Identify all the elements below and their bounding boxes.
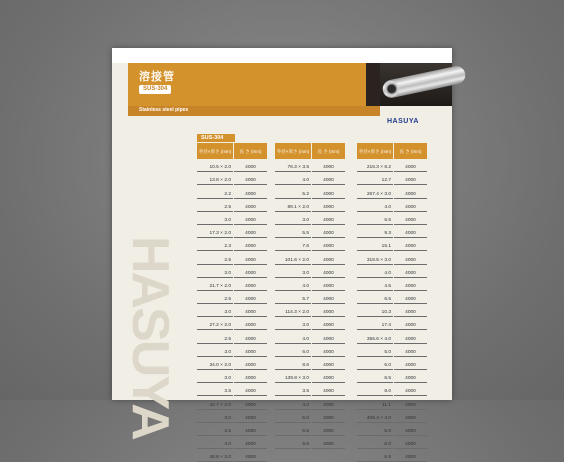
size-cell: 101.6 × 2.0 <box>275 251 311 264</box>
header-length: 長 さ (mm) <box>234 143 267 159</box>
size-cell: 406.4 × 4.0 <box>357 410 393 423</box>
pipe-image <box>381 64 467 99</box>
size-cell: 3.0 <box>197 304 233 317</box>
watermark-logo: HASUYA <box>121 236 179 439</box>
length-cell: 4000 <box>234 251 267 264</box>
size-cell: 6.5 <box>357 291 393 304</box>
length-cell: 4000 <box>234 238 267 251</box>
table-row <box>275 251 345 264</box>
size-cell: 6.0 <box>357 357 393 370</box>
table-row <box>197 238 267 251</box>
size-cell: 89.1 × 2.0 <box>275 199 311 212</box>
catalog-sheet <box>112 48 452 461</box>
length-cell: 4000 <box>234 225 267 238</box>
table-row <box>197 265 267 278</box>
length-cell: 4000 <box>312 291 345 304</box>
table-row <box>197 317 267 330</box>
table-row <box>357 344 427 357</box>
length-cell: 4000 <box>234 410 267 423</box>
length-cell: 4000 <box>312 436 345 449</box>
table-row <box>197 199 267 212</box>
size-cell: 17.3 × 2.0 <box>197 225 233 238</box>
size-cell: 4.0 <box>197 436 233 449</box>
size-cell: 216.3 × 8.2 <box>357 159 393 172</box>
table-row <box>275 317 345 330</box>
size-cell: 4.0 <box>275 396 311 409</box>
length-cell: 4000 <box>312 251 345 264</box>
size-cell: 2.5 <box>197 199 233 212</box>
length-cell: 4000 <box>234 278 267 291</box>
table-row <box>197 423 267 436</box>
grade-tag: SUS-304 <box>139 85 171 94</box>
size-cell: 6.5 <box>357 449 393 462</box>
size-cell: 8.0 <box>357 383 393 396</box>
size-cell: 3.0 <box>197 344 233 357</box>
size-cell: 42.7 × 2.0 <box>197 396 233 409</box>
size-cell: 3.5 <box>197 423 233 436</box>
length-cell: 4000 <box>312 370 345 383</box>
length-cell: 4000 <box>394 423 427 436</box>
length-cell: 4000 <box>394 396 427 409</box>
table-row <box>357 449 427 462</box>
length-cell: 4000 <box>234 396 267 409</box>
table-row <box>275 291 345 304</box>
table-header <box>275 143 345 159</box>
table-row <box>275 410 345 423</box>
length-cell: 4000 <box>234 212 267 225</box>
size-cell: 267.4 × 3.0 <box>357 185 393 198</box>
table-row <box>357 357 427 370</box>
table-row <box>197 449 267 462</box>
table-row <box>357 238 427 251</box>
header-size: 外径×厚さ (mm) <box>275 143 311 159</box>
table-row <box>357 370 427 383</box>
table-row <box>275 396 345 409</box>
length-cell: 4000 <box>234 265 267 278</box>
table-row <box>197 185 267 198</box>
length-cell: 4000 <box>234 199 267 212</box>
table-row <box>275 383 345 396</box>
length-cell: 4000 <box>394 436 427 449</box>
size-cell: 6.5 <box>357 370 393 383</box>
length-cell: 4000 <box>312 317 345 330</box>
length-cell: 4000 <box>394 410 427 423</box>
sheet-top-margin <box>112 48 452 63</box>
table-row <box>275 330 345 343</box>
header-size: 外径×厚さ (mm) <box>197 143 233 159</box>
table-row <box>357 225 427 238</box>
table-row <box>197 291 267 304</box>
table-row <box>275 265 345 278</box>
table-row <box>275 172 345 185</box>
table-row <box>197 212 267 225</box>
table-row <box>275 436 345 449</box>
size-cell: 9.3 <box>357 225 393 238</box>
header-length: 長 さ (mm) <box>394 143 427 159</box>
length-cell: 4000 <box>394 330 427 343</box>
length-cell: 4000 <box>394 344 427 357</box>
size-cell: 3.0 <box>275 212 311 225</box>
table-row <box>197 330 267 343</box>
table-row <box>197 251 267 264</box>
length-cell: 4000 <box>394 278 427 291</box>
banner-accent <box>366 63 380 106</box>
table-row <box>275 370 345 383</box>
table-header <box>357 143 427 159</box>
length-cell: 4000 <box>312 410 345 423</box>
length-cell: 4000 <box>312 238 345 251</box>
table-row <box>275 159 345 172</box>
length-cell: 4000 <box>312 396 345 409</box>
table-row <box>197 304 267 317</box>
table-header <box>197 143 267 159</box>
length-cell: 4000 <box>312 212 345 225</box>
length-cell: 4000 <box>312 423 345 436</box>
table-row <box>357 199 427 212</box>
length-cell: 4000 <box>312 185 345 198</box>
size-cell: 5.0 <box>275 410 311 423</box>
size-cell: 4.0 <box>357 265 393 278</box>
table-row <box>197 383 267 396</box>
table-row <box>275 423 345 436</box>
length-cell: 4000 <box>394 317 427 330</box>
page-title: 溶接管 <box>139 71 175 83</box>
length-cell: 4000 <box>312 357 345 370</box>
spec-column-3 <box>357 143 427 462</box>
header-size: 外径×厚さ (mm) <box>357 143 393 159</box>
table-label: SUS-304 <box>197 134 235 142</box>
header-length: 長 さ (mm) <box>312 143 345 159</box>
size-cell: 4.0 <box>275 172 311 185</box>
size-cell: 10.3 <box>357 304 393 317</box>
length-cell: 4000 <box>394 370 427 383</box>
size-cell: 21.7 × 2.0 <box>197 278 233 291</box>
length-cell: 4000 <box>312 159 345 172</box>
table-row <box>357 172 427 185</box>
size-cell: 355.6 × 4.0 <box>357 330 393 343</box>
length-cell: 4000 <box>234 317 267 330</box>
table-row <box>357 317 427 330</box>
size-cell: 3.0 <box>275 265 311 278</box>
length-cell: 4000 <box>234 159 267 172</box>
size-cell: 3.0 <box>275 317 311 330</box>
table-row <box>197 396 267 409</box>
table-row <box>357 159 427 172</box>
size-cell: 3.5 <box>275 383 311 396</box>
table-row <box>357 291 427 304</box>
table-row <box>357 212 427 225</box>
length-cell: 4000 <box>234 436 267 449</box>
length-cell: 4000 <box>234 383 267 396</box>
length-cell: 4000 <box>394 159 427 172</box>
spec-column-2 <box>275 143 345 449</box>
length-cell: 4000 <box>394 357 427 370</box>
size-cell: 5.2 <box>275 185 311 198</box>
length-cell: 4000 <box>394 172 427 185</box>
size-cell: 4.0 <box>275 278 311 291</box>
length-cell: 4000 <box>234 370 267 383</box>
length-cell: 4000 <box>394 251 427 264</box>
size-cell: 8.6 <box>275 357 311 370</box>
size-cell: 5.0 <box>357 344 393 357</box>
table-row <box>197 172 267 185</box>
length-cell: 4000 <box>312 265 345 278</box>
size-cell: 11.1 <box>357 396 393 409</box>
table-row <box>275 185 345 198</box>
table-row <box>275 225 345 238</box>
length-cell: 4000 <box>394 383 427 396</box>
size-cell: 3.0 <box>197 410 233 423</box>
length-cell: 4000 <box>312 225 345 238</box>
length-cell: 4000 <box>394 225 427 238</box>
length-cell: 4000 <box>312 344 345 357</box>
length-cell: 4000 <box>234 291 267 304</box>
table-row <box>357 185 427 198</box>
size-cell: 34.0 × 2.0 <box>197 357 233 370</box>
size-cell: 3.0 <box>197 370 233 383</box>
length-cell: 4000 <box>234 449 267 462</box>
table-row <box>275 199 345 212</box>
table-row <box>197 225 267 238</box>
table-row <box>197 344 267 357</box>
length-cell: 4000 <box>234 344 267 357</box>
size-cell: 10.5 × 2.0 <box>197 159 233 172</box>
length-cell: 4000 <box>312 199 345 212</box>
table-row <box>357 383 427 396</box>
size-cell: 3.5 <box>197 383 233 396</box>
size-cell: 3.0 <box>197 212 233 225</box>
size-cell: 15.1 <box>357 238 393 251</box>
spec-column-1 <box>197 143 267 462</box>
length-cell: 4000 <box>394 449 427 462</box>
size-cell: 2.3 <box>197 238 233 251</box>
size-cell: 318.5 × 3.0 <box>357 251 393 264</box>
length-cell: 4000 <box>234 423 267 436</box>
table-row <box>197 410 267 423</box>
size-cell: 5.0 <box>357 423 393 436</box>
length-cell: 4000 <box>312 383 345 396</box>
table-row <box>357 423 427 436</box>
length-cell: 4000 <box>234 304 267 317</box>
brand-logo: HASUYA <box>387 118 419 125</box>
length-cell: 4000 <box>312 172 345 185</box>
table-row <box>275 238 345 251</box>
size-cell: 9.5 <box>275 436 311 449</box>
size-cell: 6.0 <box>357 436 393 449</box>
size-cell: 4.0 <box>275 330 311 343</box>
table-row <box>357 251 427 264</box>
length-cell: 4000 <box>234 185 267 198</box>
size-cell: 2.5 <box>197 291 233 304</box>
size-cell: 6.6 <box>275 423 311 436</box>
size-cell: 2.5 <box>197 330 233 343</box>
table-row <box>197 357 267 370</box>
table-row <box>197 278 267 291</box>
length-cell: 4000 <box>394 185 427 198</box>
size-cell: 48.6 × 2.0 <box>197 449 233 462</box>
length-cell: 4000 <box>234 357 267 370</box>
size-cell: 5.7 <box>275 291 311 304</box>
size-cell: 6.5 <box>357 212 393 225</box>
table-row <box>357 265 427 278</box>
size-cell: 4.5 <box>357 278 393 291</box>
length-cell: 4000 <box>312 330 345 343</box>
size-cell: 6.0 <box>275 344 311 357</box>
length-cell: 4000 <box>394 304 427 317</box>
length-cell: 4000 <box>394 212 427 225</box>
table-row <box>357 436 427 449</box>
table-row <box>197 159 267 172</box>
size-cell: 5.5 <box>275 225 311 238</box>
length-cell: 4000 <box>394 238 427 251</box>
table-row <box>275 304 345 317</box>
size-cell: 114.3 × 2.0 <box>275 304 311 317</box>
size-cell: 7.6 <box>275 238 311 251</box>
table-row <box>275 278 345 291</box>
pipe-end <box>383 80 400 99</box>
size-cell: 76.3 × 3.5 <box>275 159 311 172</box>
length-cell: 4000 <box>394 265 427 278</box>
table-row <box>357 330 427 343</box>
size-cell: 27.2 × 2.0 <box>197 317 233 330</box>
table-row <box>357 396 427 409</box>
table-row <box>357 278 427 291</box>
length-cell: 4000 <box>234 172 267 185</box>
size-cell: 139.8 × 3.0 <box>275 370 311 383</box>
size-cell: 12.7 <box>357 172 393 185</box>
pipe-photo <box>380 63 452 106</box>
size-cell: 13.8 × 2.0 <box>197 172 233 185</box>
length-cell: 4000 <box>312 304 345 317</box>
table-row <box>275 357 345 370</box>
size-cell: 2.5 <box>197 251 233 264</box>
table-row <box>275 344 345 357</box>
length-cell: 4000 <box>394 291 427 304</box>
page-subtitle: Stainless steel pipes <box>139 107 189 113</box>
length-cell: 4000 <box>312 278 345 291</box>
size-cell: 3.0 <box>197 265 233 278</box>
table-row <box>357 304 427 317</box>
size-cell: 2.2 <box>197 185 233 198</box>
size-cell: 17.4 <box>357 317 393 330</box>
table-row <box>357 410 427 423</box>
table-row <box>197 436 267 449</box>
length-cell: 4000 <box>394 199 427 212</box>
length-cell: 4000 <box>234 330 267 343</box>
table-row <box>275 212 345 225</box>
table-row <box>197 370 267 383</box>
size-cell: 4.0 <box>357 199 393 212</box>
